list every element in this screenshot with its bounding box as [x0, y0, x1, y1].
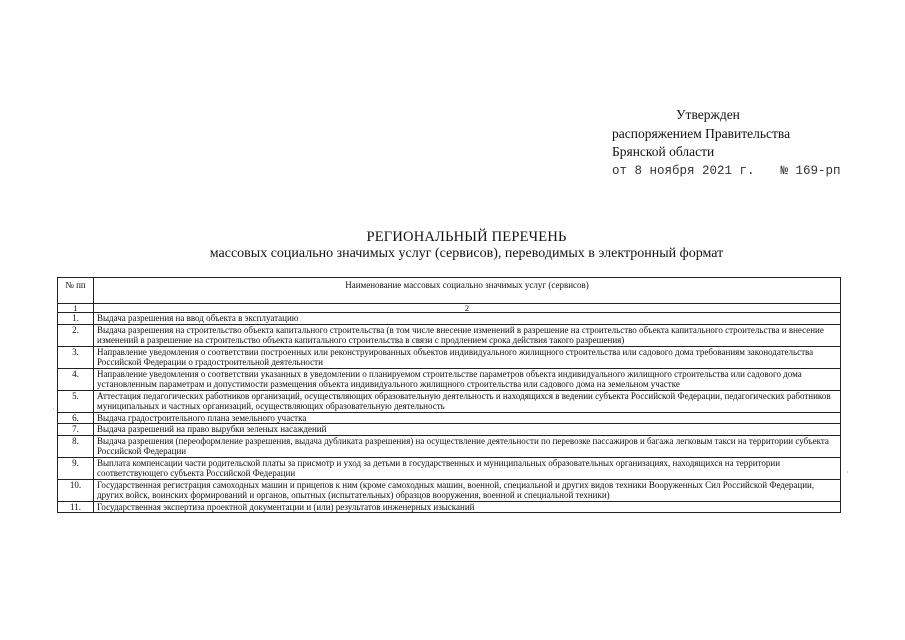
services-table — [57, 277, 841, 513]
table-row — [58, 457, 841, 479]
service-name: Выдача разрешения (переоформление разрешения, выдача дубликата разрешения) на осуществление деятельности по перевозке пассажиров и багажа легковым такси на территории субъекта Российской Федерации — [94, 435, 841, 457]
document-title: РЕГИОНАЛЬНЫЙ ПЕРЕЧЕНЬ — [366, 229, 567, 245]
service-name: Выдача разрешения на ввод объекта в эксплуатацию — [94, 313, 841, 325]
approval-line-order: распоряжением Правительства — [612, 125, 791, 141]
approval-number: № 169-рп — [780, 163, 841, 178]
row-number: 2. — [58, 324, 94, 346]
document-subtitle: массовых социально значимых услуг (сервисов), переводимых в электронный формат — [209, 246, 724, 261]
table-row — [58, 479, 841, 501]
scan-mark: · — [52, 405, 55, 414]
table-row — [58, 368, 841, 390]
row-number: 1. — [58, 313, 94, 325]
service-name: Выдача разрешений на право вырубки зеленых насаждений — [94, 424, 841, 436]
row-number: 6. — [58, 412, 94, 424]
column-header-name: Наименование массовых социально значимых услуг (сервисов) — [94, 278, 841, 304]
index-cell-2: 2 — [94, 304, 841, 313]
approval-date-line — [612, 162, 841, 181]
table-row — [58, 435, 841, 457]
table-row — [58, 501, 841, 513]
service-name: Государственная экспертиза проектной документации и (или) результатов инженерных изысканий — [94, 501, 841, 513]
service-name: Выдача градостроительного плана земельного участка — [94, 412, 841, 424]
table-header-row — [58, 278, 841, 304]
service-name: Направление уведомления о соответствии построенных или реконструированных объектов индивидуального жилищного строительства или садового дома требованиям законодательства Российской Федерации о градостроительной деятельности — [94, 346, 841, 368]
approval-block — [612, 106, 841, 180]
service-name: Выплата компенсации части родительской платы за присмотр и уход за детьми в государственных и муниципальных образовательных организациях, находящихся на территории соответствующего субъекта Российской Федерации — [94, 457, 841, 479]
table-row — [58, 424, 841, 436]
column-header-number: № пп — [58, 278, 94, 304]
service-name: Выдача разрешения на строительство объекта капитального строительства (в том числе внесение изменений в разрешение на строительство объекта капитального строительства и внесение изменений в разрешение на строительство объекта капитального строительства в связи с продлением срока действия такого разрешения) — [94, 324, 841, 346]
table-row — [58, 390, 841, 412]
table-row — [58, 412, 841, 424]
scan-mark: · — [846, 468, 849, 477]
row-number: 5. — [58, 390, 94, 412]
approval-date: от 8 ноября 2021 г. — [612, 163, 755, 178]
table-row — [58, 313, 841, 325]
approval-line-region: Брянской области — [612, 144, 715, 159]
table-row — [58, 324, 841, 346]
service-name: Государственная регистрация самоходных машин и прицепов к ним (кроме самоходных машин, военной, специальной и других видов техники Вооруженных Сил Российской Федерации, других войск, воинских формирований и органов, опытных (испытательных) образцов вооружения, военной и специальной техники) — [94, 479, 841, 501]
table-row — [58, 346, 841, 368]
service-name: Направление уведомления о соответствии указанных в уведомлении о планируемом строительстве параметров объекта индивидуального жилищного строительства или садового дома установленным параметрам и допустимости размещения объекта индивидуального жилищного строительства или садового дома на земельном участке — [94, 368, 841, 390]
row-number: 7. — [58, 424, 94, 436]
row-number: 4. — [58, 368, 94, 390]
row-number: 3. — [58, 346, 94, 368]
row-number: 8. — [58, 435, 94, 457]
approval-line-approved: Утвержден — [676, 107, 740, 122]
index-cell-1: 1 — [58, 304, 94, 313]
row-number: 9. — [58, 457, 94, 479]
service-name: Аттестация педагогических работников организаций, осуществляющих образовательную деятельность и находящихся в ведении субъекта Российской Федерации, педагогических работников муниципальных и частных организаций, осуществляющих образовательную деятельность — [94, 390, 841, 412]
table-index-row — [58, 304, 841, 313]
row-number: 10. — [58, 479, 94, 501]
row-number: 11. — [58, 501, 94, 513]
